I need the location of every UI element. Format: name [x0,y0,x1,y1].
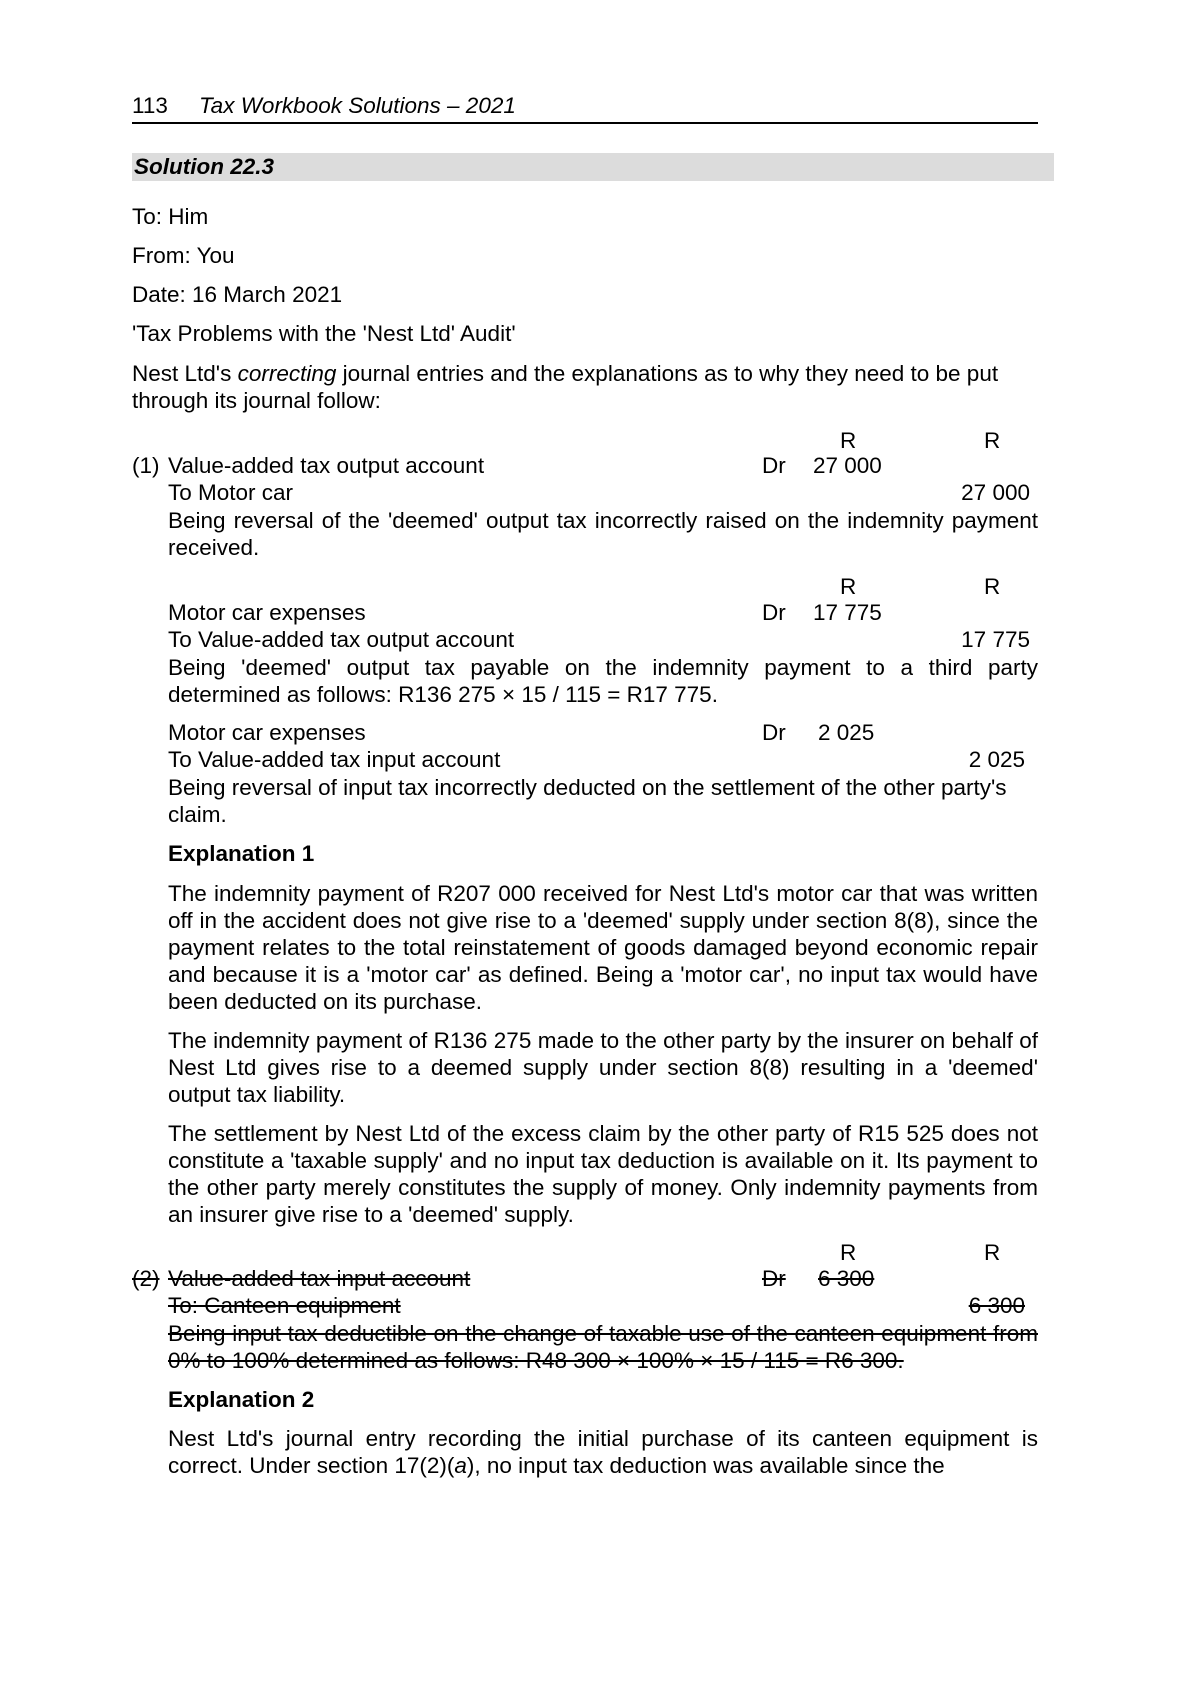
explanation-heading: Explanation 2 [168,1387,315,1412]
credit-account: To Motor car [168,480,294,505]
page-number: 113 [132,93,168,118]
explanation-paragraph: The settlement by Nest Ltd of the excess claim by the other party of R15 525 does not constitute a 'taxable supply' and no input tax deduction is available on it. Its payment to the other party merely constitutes the supply of money. Only indemnity payments from an insurer give rise to a 'deemed' supply. [168,1121,1038,1227]
entry-narration: Being input tax deductible on the change of taxable use of the canteen equipment from 0% to 100% determined as follows: R48 300 × 100% × 15 / 115 = R6 300. [168,1321,1038,1373]
memo-from: From: You [132,243,235,268]
debit-account: Motor car expenses [168,600,366,625]
intro-paragraph [132,360,1038,414]
dr-label: Dr [762,453,786,478]
credit-account: To Value-added tax input account [168,747,501,772]
explanation-paragraph: The indemnity payment of R207 000 received for Nest Ltd's motor car that was written off in the accident does not give rise to a 'deemed' supply under section 8(8), since the payment relates to the total reinstatement of goods damaged beyond economic repair and because it is a 'motor car' as defined. Being a 'motor car', no input tax would have been deducted on its purchase. [168,881,1038,1014]
dr-label: Dr [762,600,786,625]
credit-amount: 2 025 [968,747,1025,772]
explanation-italic: a [454,1453,467,1478]
solution-heading: Solution 22.3 [132,153,1054,181]
entry-narration: Being reversal of input tax incorrectly deducted on the settlement of the other party's claim. [168,775,1007,827]
column-header-debit: R [840,428,857,453]
column-header-debit: R [840,574,857,599]
entry-number: (1) [132,453,160,478]
column-header-credit: R [984,574,1001,599]
debit-account: Value-added tax output account [168,453,485,478]
debit-amount: 17 775 [813,600,882,625]
intro-emphasis: correcting [237,361,337,386]
column-header-debit: R [840,1240,857,1265]
memo-date: Date: 16 March 2021 [132,282,343,307]
intro-text-1: Nest Ltd's [132,361,238,386]
debit-account: Value-added tax input account [168,1266,471,1291]
column-header-credit: R [984,428,1001,453]
entry-number: (2) [132,1266,160,1291]
credit-amount: 6 300 [968,1293,1025,1318]
dr-label: Dr [762,1266,786,1291]
entry-narration: Being 'deemed' output tax payable on the indemnity payment to a third party determined as follows: R136 275 × 15 / 115 = R17 775. [168,655,1038,707]
explanation-paragraph: The indemnity payment of R136 275 made to the other party by the insurer on behalf of Nest Ltd gives rise to a deemed supply under section 8(8) resulting in a 'deemed' output tax liability. [168,1028,1038,1107]
memo-to: To: Him [132,204,209,229]
header-title: Tax Workbook Solutions – 2021 [199,93,516,118]
column-header-credit: R [984,1240,1001,1265]
debit-amount: 2 025 [818,720,875,745]
credit-account: To Value-added tax output account [168,627,515,652]
debit-amount: 27 000 [813,453,882,478]
debit-amount: 6 300 [818,1266,875,1291]
credit-amount: 17 775 [961,627,1030,652]
debit-account: Motor car expenses [168,720,366,745]
credit-amount: 27 000 [961,480,1030,505]
explanation-text: ), no input tax deduction was available since the [466,1453,945,1478]
explanation-heading: Explanation 1 [168,841,315,866]
explanation-paragraph [168,1425,1038,1479]
entry-narration: Being reversal of the 'deemed' output tax incorrectly raised on the indemnity payment received. [168,508,1038,560]
credit-account: To: Canteen equipment [168,1293,401,1318]
memo-subject: 'Tax Problems with the 'Nest Ltd' Audit' [132,321,516,346]
dr-label: Dr [762,720,786,745]
page-header [132,90,1038,124]
intro-text-2: journal entries and the explanations as to why they need to be put through its journal follow: [132,361,999,413]
explanation-text: Nest Ltd's journal entry recording the initial purchase of its canteen equipment is correct. Under section 17(2)( [168,1426,1038,1478]
